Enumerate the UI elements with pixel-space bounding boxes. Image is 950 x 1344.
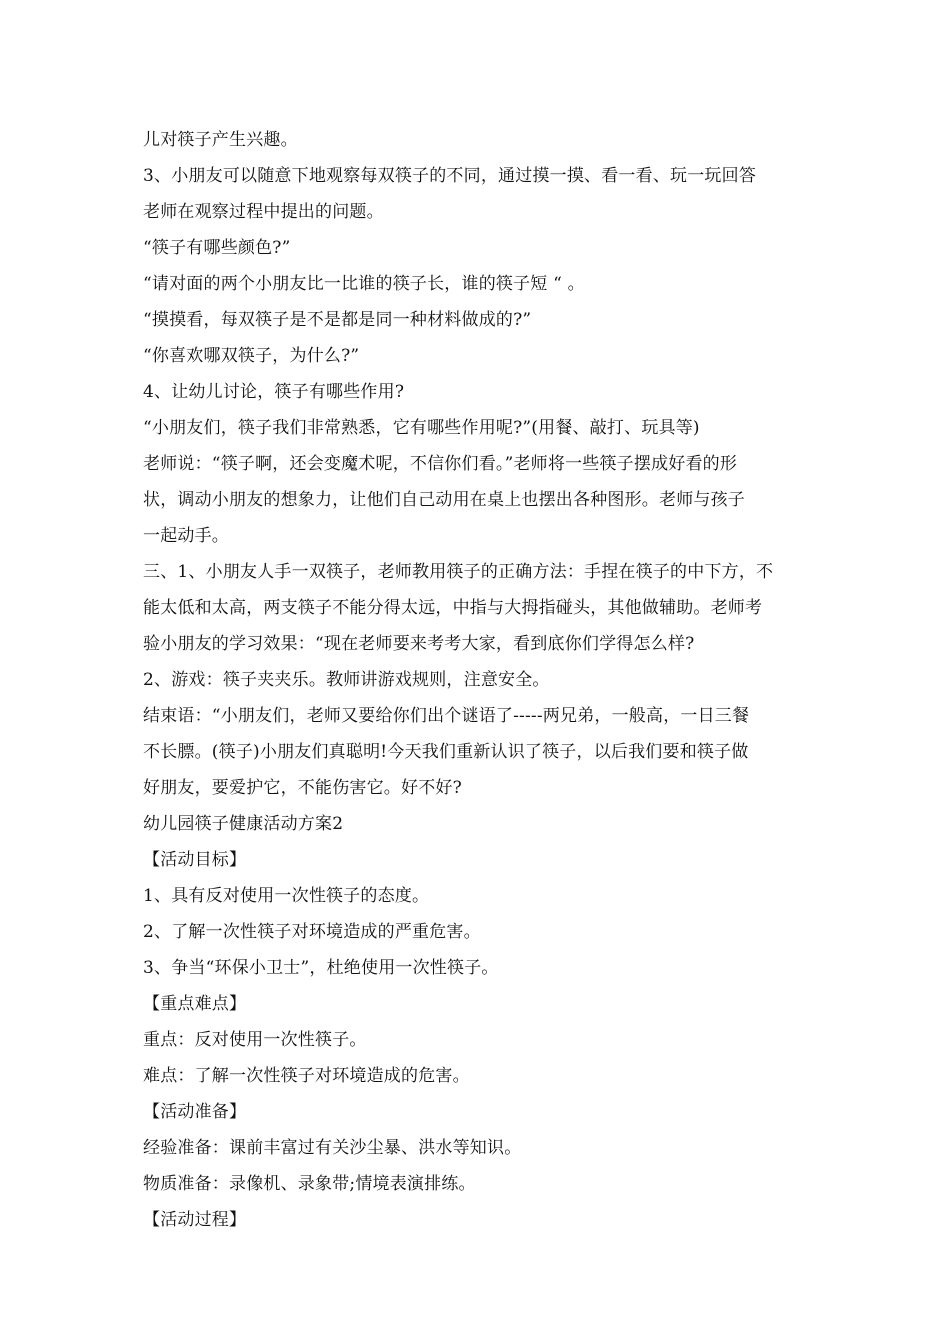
text-line: 儿对筷子产生兴趣。 xyxy=(143,130,298,150)
text-line: “请对面的两个小朋友比一比谁的筷子长，谁的筷子短 “ 。 xyxy=(143,274,585,294)
text-line: 2、了解一次性筷子对环境造成的严重危害。 xyxy=(143,922,481,942)
text-line: 重点：反对使用一次性筷子。 xyxy=(143,1030,367,1050)
text-line: 经验准备：课前丰富过有关沙尘暴、洪水等知识。 xyxy=(143,1138,522,1158)
text-line: “筷子有哪些颜色?” xyxy=(143,238,291,258)
text-line: 状，调动小朋友的想象力，让他们自己动用在桌上也摆出各种图形。老师与孩子 xyxy=(143,490,745,510)
section-heading: 【活动目标】 xyxy=(143,850,247,870)
text-line: 4、让幼儿讨论，筷子有哪些作用? xyxy=(143,382,405,402)
text-line: 老师在观察过程中提出的问题。 xyxy=(143,202,384,222)
section-heading: 【重点难点】 xyxy=(143,994,247,1014)
text-line: “小朋友们，筷子我们非常熟悉，它有哪些作用呢?”(用餐、敲打、玩具等) xyxy=(143,418,700,438)
text-line: 三、1、小朋友人手一双筷子，老师教用筷子的正确方法：手捏在筷子的中下方，不 xyxy=(143,562,774,582)
text-line: 1、具有反对使用一次性筷子的态度。 xyxy=(143,886,430,906)
document-body xyxy=(143,122,809,1238)
text-line: 3、小朋友可以随意下地观察每双筷子的不同，通过摸一摸、看一看、玩一玩回答 xyxy=(143,166,757,186)
text-line: 老师说：“筷子啊，还会变魔术呢，不信你们看。”老师将一些筷子摆成好看的形 xyxy=(143,454,738,474)
text-line: 3、争当“环保小卫士”，杜绝使用一次性筷子。 xyxy=(143,958,499,978)
text-line: 一起动手。 xyxy=(143,526,229,546)
text-line: 物质准备：录像机、录象带;情境表演排练。 xyxy=(143,1174,476,1194)
section-title: 幼儿园筷子健康活动方案2 xyxy=(143,814,344,834)
text-line: 验小朋友的学习效果：“现在老师要来考考大家，看到底你们学得怎么样? xyxy=(143,634,695,654)
text-line: 难点：了解一次性筷子对环境造成的危害。 xyxy=(143,1066,470,1086)
text-line: 不长膘。(筷子)小朋友们真聪明!今天我们重新认识了筷子，以后我们要和筷子做 xyxy=(143,742,749,762)
text-line: 结束语：“小朋友们，老师又要给你们出个谜语了-----两兄弟，一般高，一日三餐 xyxy=(143,706,750,726)
text-line: 能太低和太高，两支筷子不能分得太远，中指与大拇指碰头，其他做辅助。老师考 xyxy=(143,598,763,618)
section-heading: 【活动准备】 xyxy=(143,1102,247,1122)
text-line: 好朋友，要爱护它，不能伤害它。好不好? xyxy=(143,778,462,798)
text-line: “摸摸看，每双筷子是不是都是同一种材料做成的?” xyxy=(143,310,532,330)
section-heading: 【活动过程】 xyxy=(143,1210,247,1230)
text-line: 2、游戏：筷子夹夹乐。教师讲游戏规则，注意安全。 xyxy=(143,670,550,690)
text-line: “你喜欢哪双筷子，为什么?” xyxy=(143,346,360,366)
